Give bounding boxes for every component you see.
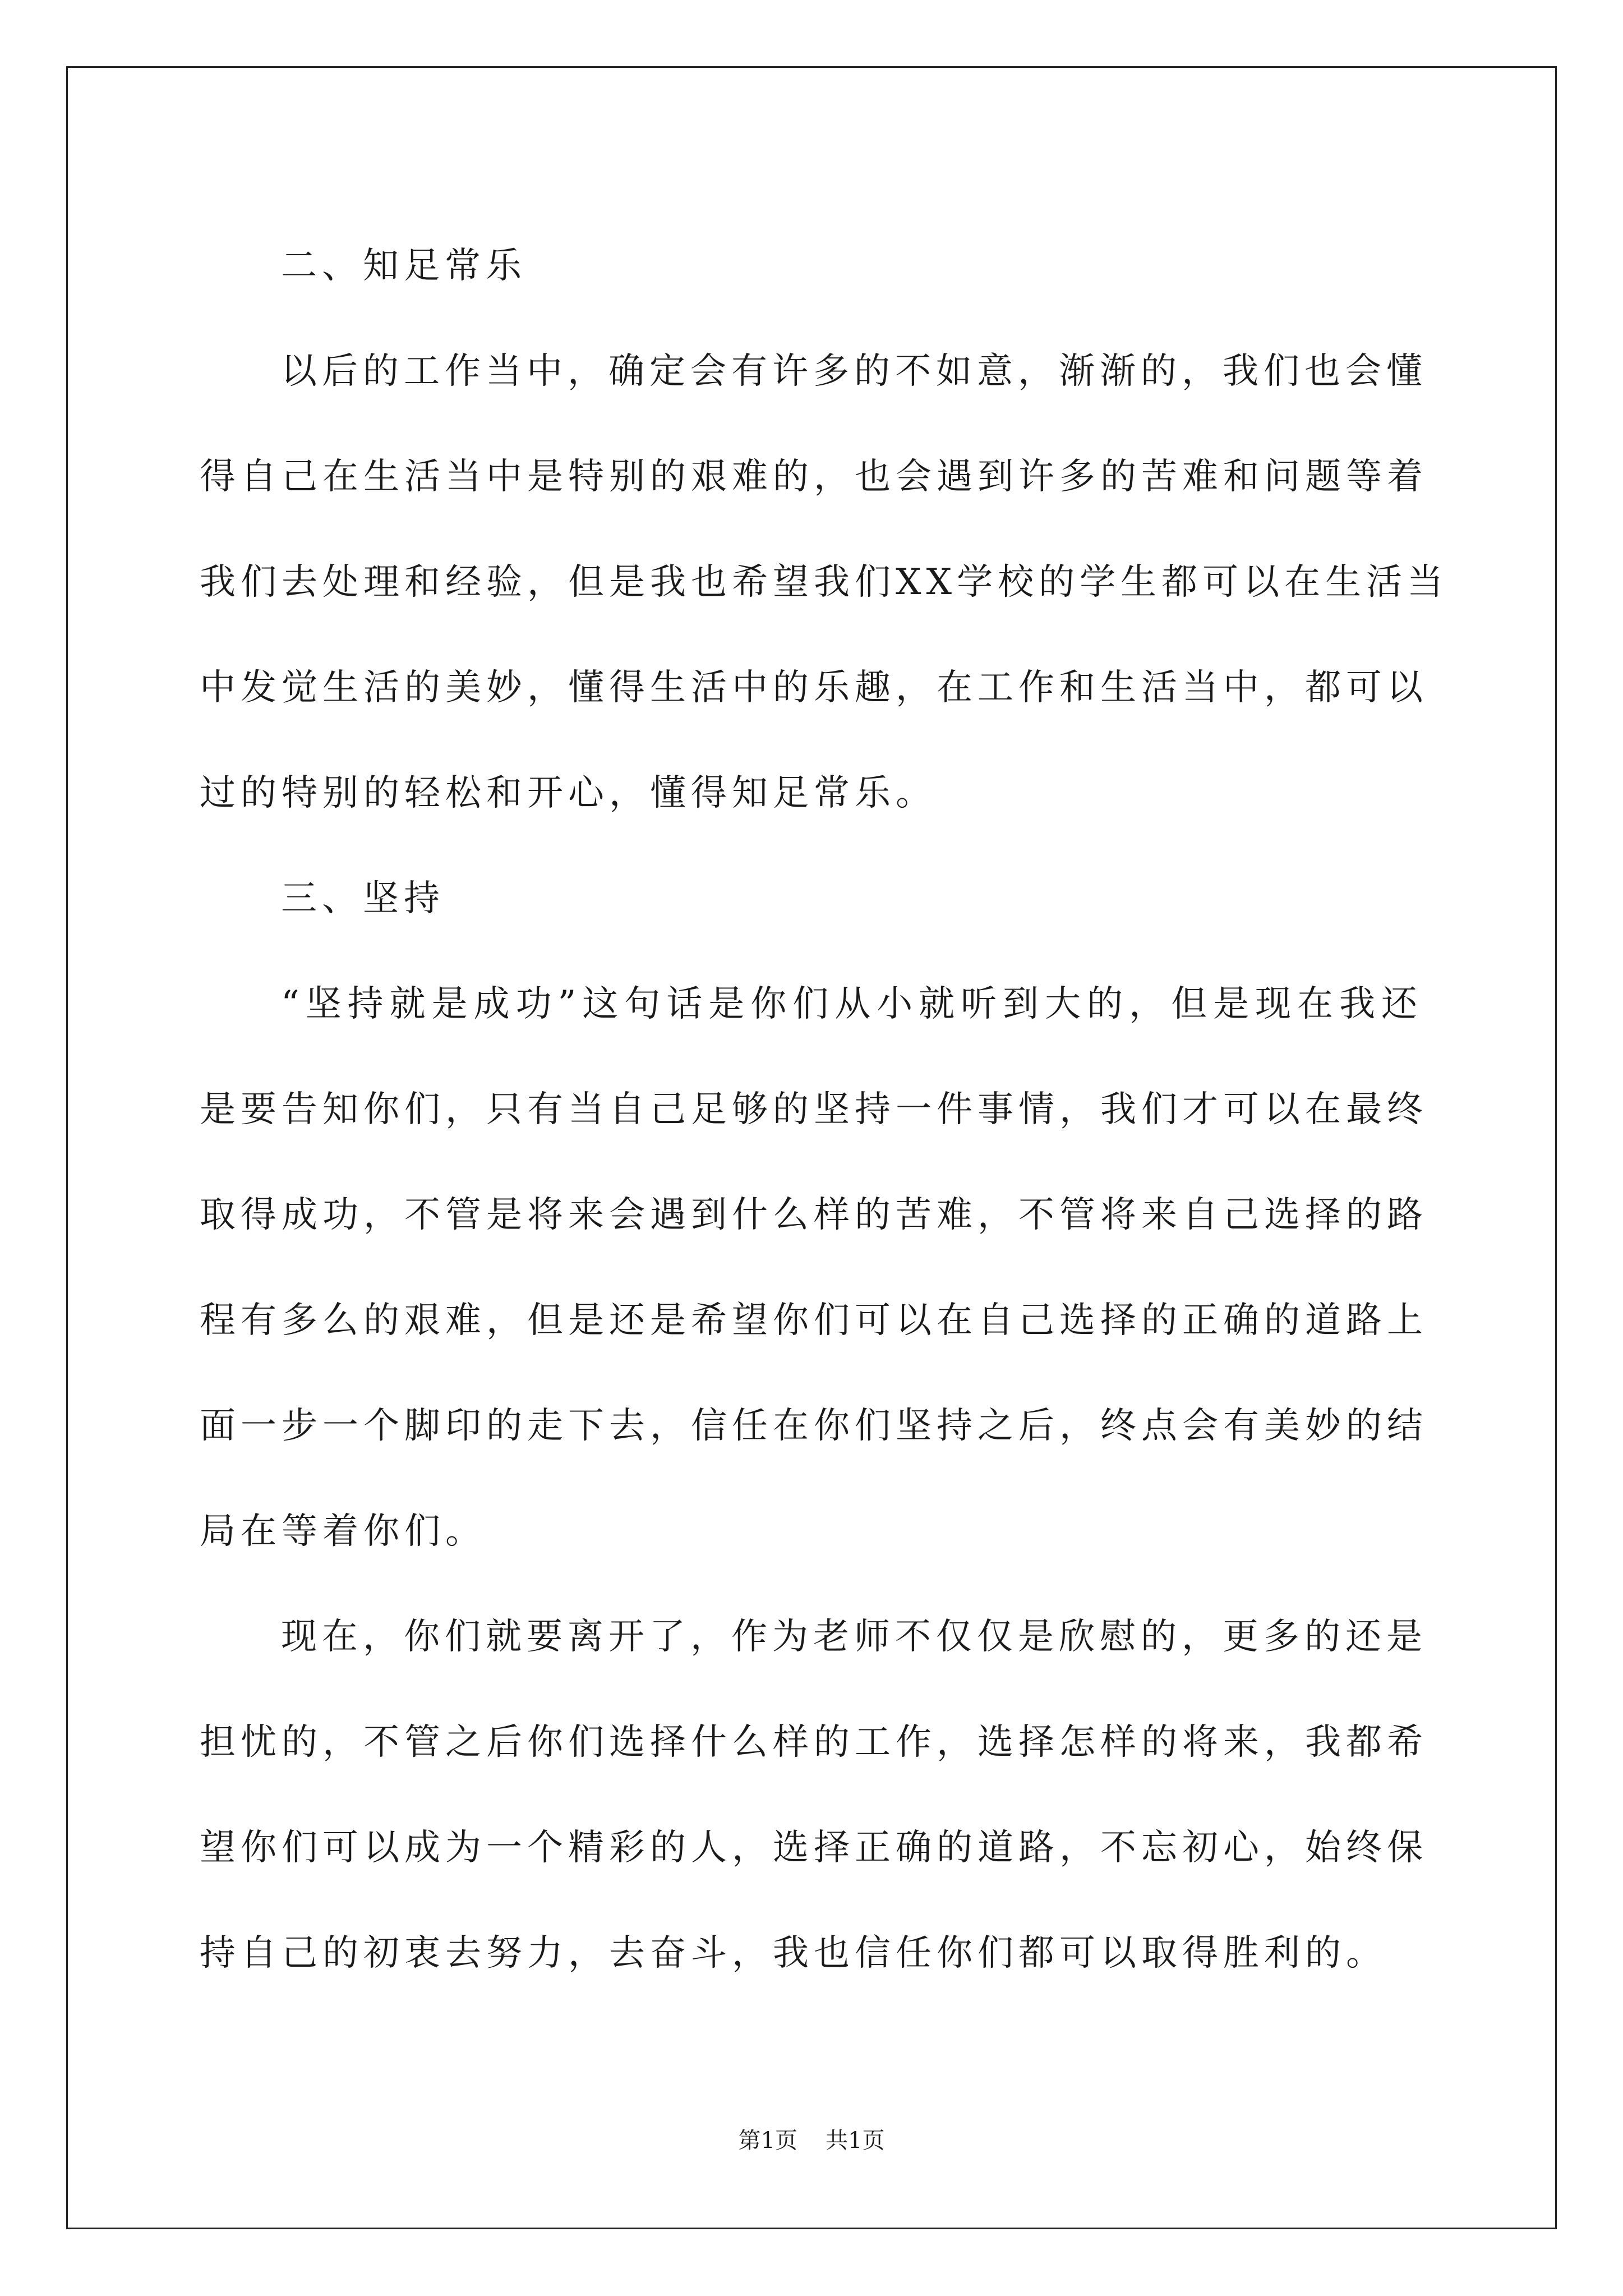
paragraph-line: 是要告知你们，只有当自己足够的坚持一件事情，我们才可以在最终 <box>200 1089 1428 1130</box>
paragraph-line: 过的特别的轻松和开心，懂得知足常乐。 <box>200 772 937 814</box>
paragraph-line: 得自己在生活当中是特别的艰难的，也会遇到许多的苦难和问题等着 <box>200 456 1428 498</box>
paragraph-line: 局在等着你们。 <box>200 1511 486 1552</box>
page-footer <box>0 2124 1623 2157</box>
paragraph-line: 望你们可以成为一个精彩的人，选择正确的道路，不忘初心，始终保 <box>200 1827 1428 1869</box>
paragraph-line: 我们去处理和经验，但是我也希望我们XX学校的学生都可以在生活当 <box>200 562 1449 603</box>
paragraph-line: 持自己的初衷去努力，去奋斗，我也信任你们都可以取得胜利的。 <box>200 1932 1387 1974</box>
document-body <box>200 213 1449 2006</box>
section-heading: 三、坚持 <box>281 878 445 919</box>
page-number-total: 共1页 <box>826 2128 885 2154</box>
paragraph-line: 中发觉生活的美妙，懂得生活中的乐趣，在工作和生活当中，都可以 <box>200 667 1428 708</box>
paragraph-line: 面一步一个脚印的走下去，信任在你们坚持之后，终点会有美妙的结 <box>200 1405 1428 1447</box>
section-heading: 二、知足常乐 <box>281 245 527 287</box>
paragraph-line: 以后的工作当中，确定会有许多的不如意，渐渐的，我们也会懂 <box>281 351 1427 392</box>
paragraph-line: 程有多么的艰难，但是还是希望你们可以在自己选择的正确的道路上 <box>200 1300 1428 1341</box>
paragraph-line: “坚持就是成功”这句话是你们从小就听到大的，但是现在我还 <box>281 983 1422 1025</box>
paragraph-line: 现在，你们就要离开了，作为老师不仅仅是欣慰的，更多的还是 <box>281 1616 1427 1658</box>
paragraph-line: 担忧的，不管之后你们选择什么样的工作，选择怎样的将来，我都希 <box>200 1722 1428 1763</box>
page-number-current: 第1页 <box>738 2128 797 2154</box>
paragraph-line: 取得成功，不管是将来会遇到什么样的苦难，不管将来自己选择的路 <box>200 1194 1428 1236</box>
